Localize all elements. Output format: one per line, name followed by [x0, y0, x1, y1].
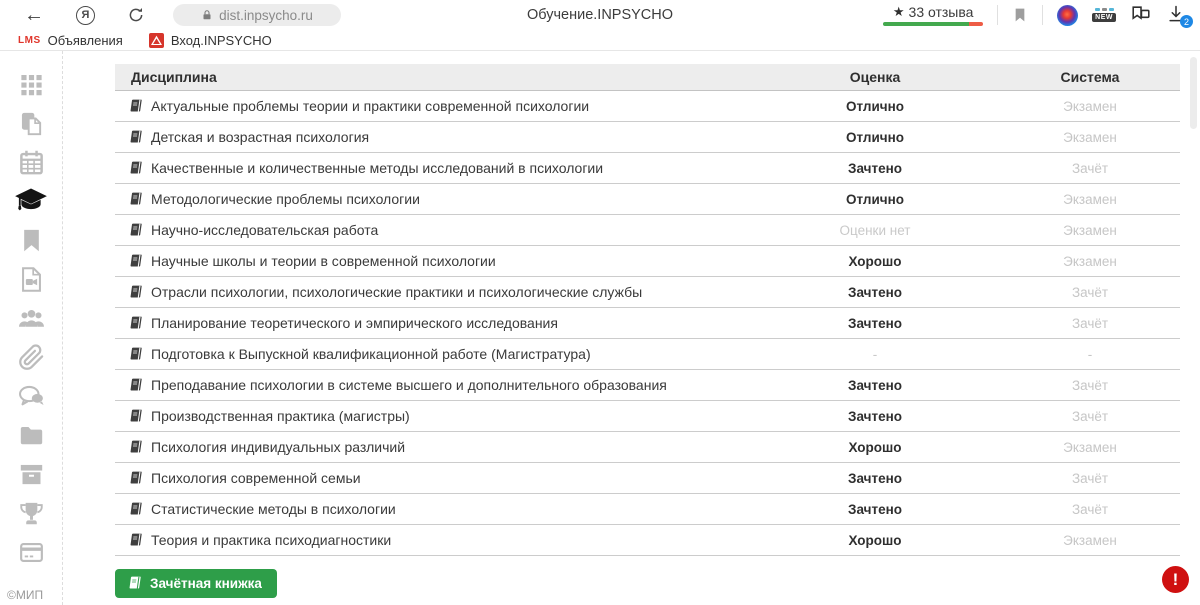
grade-value: Оценки нет — [839, 222, 911, 238]
discipline-name: Производственная практика (магистры) — [151, 408, 410, 424]
discipline-cell[interactable] — [115, 284, 750, 300]
system-value: Зачёт — [1071, 408, 1109, 424]
sidebar-item-folder[interactable] — [11, 421, 51, 449]
discipline-cell[interactable] — [115, 470, 750, 486]
grade-value: Зачтено — [848, 160, 902, 176]
sidebar-item-bookmark[interactable] — [11, 226, 51, 254]
calendar-icon — [18, 149, 45, 176]
system-value: Зачёт — [1071, 501, 1109, 517]
table-row[interactable] — [115, 463, 1180, 494]
yandex-browser-icon[interactable]: Я — [76, 6, 95, 25]
discipline-name: Статистические методы в психологии — [151, 501, 396, 517]
discipline-name: Подготовка к Выпускной квалификационной работе (Магистратура) — [151, 346, 591, 362]
graduation-cap-icon — [14, 184, 48, 218]
bookmark-announcements[interactable] — [10, 33, 131, 48]
book-icon — [128, 160, 144, 176]
table-row[interactable] — [115, 91, 1180, 122]
system-value: Экзамен — [1063, 129, 1117, 145]
grades-table-body — [115, 91, 1180, 556]
scrollbar-thumb[interactable] — [1190, 57, 1197, 129]
book-icon — [128, 253, 144, 269]
sidebar-item-documents[interactable] — [11, 109, 51, 137]
collections-icon[interactable] — [1130, 4, 1152, 26]
download-count-badge: 2 — [1180, 15, 1193, 28]
discipline-cell[interactable] — [115, 315, 750, 331]
paperclip-icon — [18, 344, 45, 371]
book-icon — [128, 346, 144, 362]
gradebook-button-label: Зачётная книжка — [150, 575, 262, 591]
url-text: dist.inpsycho.ru — [219, 7, 313, 23]
copyright-label: ©МИП — [7, 588, 44, 602]
grade-value: Зачтено — [848, 315, 902, 331]
system-value: Экзамен — [1063, 98, 1117, 114]
sidebar-item-archive[interactable] — [11, 460, 51, 488]
table-row[interactable] — [115, 370, 1180, 401]
toolbar-divider — [997, 5, 998, 25]
discipline-name: Актуальные проблемы теории и практики современной психологии — [151, 98, 590, 114]
discipline-cell[interactable] — [115, 253, 750, 269]
discipline-cell[interactable] — [115, 377, 750, 393]
grade-value: Отлично — [845, 191, 905, 207]
system-value: Экзамен — [1063, 222, 1117, 238]
system-value: Зачёт — [1071, 377, 1109, 393]
address-bar[interactable] — [173, 4, 341, 26]
grade-value: Хорошо — [848, 253, 902, 269]
discipline-cell[interactable] — [115, 408, 750, 424]
system-value: Зачёт — [1071, 284, 1109, 300]
video-file-icon — [18, 266, 45, 293]
new-badge: NEW — [1092, 13, 1116, 22]
book-icon — [128, 191, 144, 207]
discipline-name: Психология современной семьи — [151, 470, 361, 486]
refresh-icon[interactable] — [127, 6, 145, 24]
sidebar-item-card[interactable] — [11, 538, 51, 566]
discipline-name: Научные школы и теории в современной психологии — [151, 253, 496, 269]
book-icon — [127, 575, 143, 591]
bookmarks-bar — [0, 30, 1200, 51]
site-reviews-widget[interactable] — [883, 4, 983, 26]
lms-favicon: LMS — [18, 34, 41, 46]
discipline-name: Научно-исследовательская работа — [151, 222, 379, 238]
grade-value: Зачтено — [848, 501, 902, 517]
folder-icon — [18, 422, 45, 449]
discipline-cell[interactable] — [115, 129, 750, 145]
sidebar-item-paperclip[interactable] — [11, 343, 51, 371]
book-icon — [128, 377, 144, 393]
discipline-cell[interactable] — [115, 222, 750, 238]
gradebook-button[interactable] — [115, 569, 277, 598]
sidebar-item-chat[interactable] — [11, 382, 51, 410]
system-value: Экзамен — [1063, 253, 1117, 269]
discipline-name: Отрасли психологии, психологические практики и психологические службы — [151, 284, 643, 300]
reviews-count: 33 отзыва — [908, 4, 974, 20]
back-button[interactable]: ← — [24, 4, 44, 26]
table-row[interactable] — [115, 246, 1180, 277]
sidebar-nav — [0, 51, 63, 605]
column-header-discipline: Дисциплина — [131, 69, 217, 85]
grade-value: Отлично — [845, 98, 905, 114]
reviews-rating-bar — [883, 22, 983, 26]
grade-value: Зачтено — [848, 377, 902, 393]
table-row[interactable] — [115, 432, 1180, 463]
book-icon — [128, 129, 144, 145]
book-icon — [128, 532, 144, 548]
book-icon — [128, 284, 144, 300]
table-row[interactable] — [115, 277, 1180, 308]
table-header-row — [115, 64, 1180, 91]
book-icon — [128, 408, 144, 424]
discipline-name: Детская и возрастная психология — [151, 129, 370, 145]
downloads-button[interactable] — [1166, 4, 1188, 26]
discipline-name: Теория и практика психодиагностики — [151, 532, 392, 548]
table-row[interactable] — [115, 215, 1180, 246]
discipline-cell[interactable] — [115, 501, 750, 517]
discipline-name: Планирование теоретического и эмпирического исследования — [151, 315, 558, 331]
system-value: - — [1087, 346, 1093, 362]
grade-value: Хорошо — [848, 439, 902, 455]
discipline-name: Методологические проблемы психологии — [151, 191, 420, 207]
main-content — [63, 51, 1200, 605]
discipline-cell[interactable] — [115, 98, 750, 114]
bookmark-icon — [18, 227, 45, 254]
book-icon — [128, 501, 144, 517]
table-row[interactable] — [115, 308, 1180, 339]
card-icon — [18, 539, 45, 566]
discipline-cell[interactable] — [115, 439, 750, 455]
trophy-icon — [18, 500, 45, 527]
toolbar-divider — [1042, 5, 1043, 25]
new-icon-dashes — [1095, 8, 1114, 11]
sidebar-item-users[interactable] — [11, 304, 51, 332]
bookmark-label: Вход.INPSYCHO — [170, 32, 272, 48]
system-value: Экзамен — [1063, 439, 1117, 455]
browser-toolbar — [0, 0, 1200, 30]
table-row[interactable] — [115, 184, 1180, 215]
table-row[interactable] — [115, 339, 1180, 370]
chat-icon — [18, 383, 45, 410]
column-header-system: Система — [1060, 69, 1120, 85]
star-icon: ★ — [892, 4, 905, 19]
grade-value: Отлично — [845, 129, 905, 145]
system-value: Экзамен — [1063, 532, 1117, 548]
extension-logo-icon[interactable] — [1057, 5, 1078, 26]
grade-value: Зачтено — [848, 284, 902, 300]
discipline-name: Преподавание психологии в системе высшего и дополнительного образования — [151, 377, 667, 393]
bookmark-label: Объявления — [47, 32, 123, 48]
new-extension-icon[interactable] — [1092, 8, 1116, 22]
sidebar-item-calendar[interactable] — [11, 148, 51, 176]
discipline-cell[interactable] — [115, 532, 750, 548]
table-row[interactable] — [115, 401, 1180, 432]
system-value: Зачёт — [1071, 470, 1109, 486]
discipline-name: Качественные и количественные методы исследований в психологии — [151, 160, 604, 176]
system-value: Зачёт — [1071, 160, 1109, 176]
book-icon — [128, 470, 144, 486]
page-title: Обучение.INPSYCHO — [526, 7, 674, 23]
alert-exclamation-badge[interactable]: ! — [1162, 566, 1189, 593]
table-row[interactable] — [115, 525, 1180, 556]
table-row[interactable] — [115, 153, 1180, 184]
discipline-cell[interactable] — [115, 191, 750, 207]
grade-value: Хорошо — [848, 532, 902, 548]
book-icon — [128, 315, 144, 331]
sidebar-item-apps-grid[interactable] — [11, 70, 51, 98]
table-row[interactable] — [115, 494, 1180, 525]
lock-icon — [201, 9, 213, 21]
inpsycho-favicon — [149, 33, 164, 48]
discipline-cell[interactable] — [115, 160, 750, 176]
book-icon — [128, 439, 144, 455]
book-icon — [128, 98, 144, 114]
grade-value: - — [872, 346, 878, 362]
bookmark-flag-icon[interactable] — [1012, 7, 1028, 23]
users-icon — [18, 305, 45, 332]
documents-icon — [18, 110, 45, 137]
table-row[interactable] — [115, 122, 1180, 153]
sidebar-item-trophy[interactable] — [11, 499, 51, 527]
sidebar-item-video-file[interactable] — [11, 265, 51, 293]
apps-grid-icon — [18, 71, 45, 98]
sidebar-item-graduation-cap[interactable] — [11, 187, 51, 215]
grade-value: Зачтено — [848, 470, 902, 486]
archive-icon — [18, 461, 45, 488]
discipline-cell[interactable] — [115, 346, 750, 362]
system-value: Зачёт — [1071, 315, 1109, 331]
grade-value: Зачтено — [848, 408, 902, 424]
system-value: Экзамен — [1063, 191, 1117, 207]
bookmark-inpsycho-login[interactable] — [141, 33, 280, 48]
book-icon — [128, 222, 144, 238]
column-header-grade: Оценка — [849, 69, 901, 85]
discipline-name: Психология индивидуальных различий — [151, 439, 406, 455]
